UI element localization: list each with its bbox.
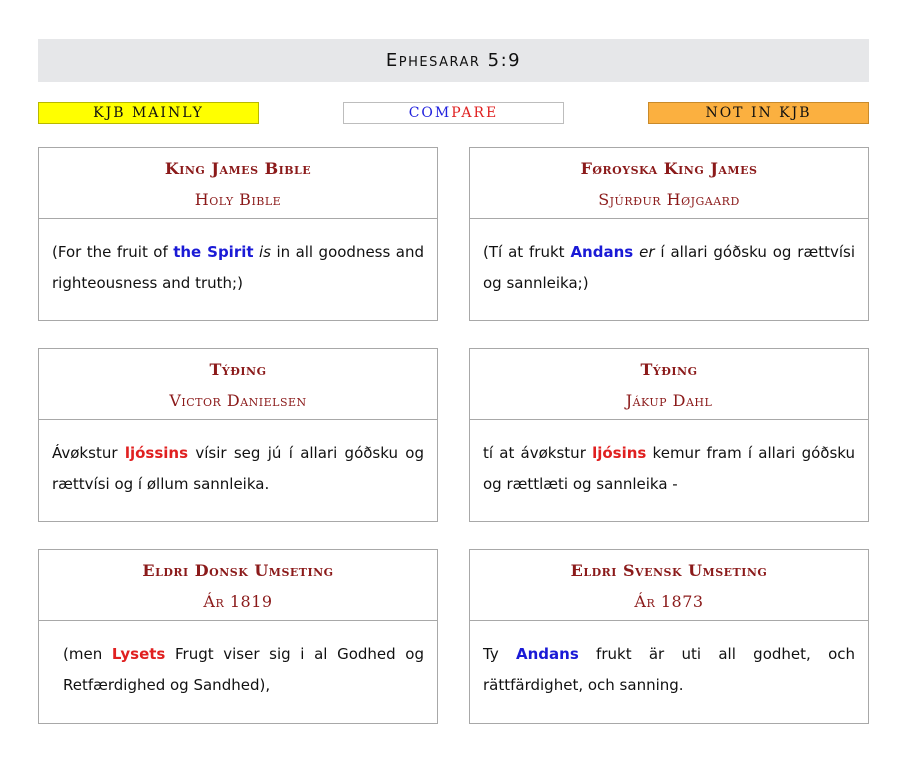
verse-italic: er <box>639 243 655 261</box>
verse-highlight: ljósins <box>592 444 647 462</box>
legend-compare-part2: PARE <box>451 105 499 121</box>
card-header <box>39 550 437 621</box>
translation-card-foroyska-kj <box>469 147 869 321</box>
verse-text-before: (For the fruit of <box>52 243 174 261</box>
verse-text-before: (Tí at frukt <box>483 243 571 261</box>
legend-kjb-mainly: KJB MAINLY <box>38 102 259 124</box>
verse-text <box>39 219 437 313</box>
card-subtitle: Victor Danielsen <box>169 391 307 410</box>
verse-text-before: Ávøkstur <box>52 444 125 462</box>
verse-text-after: Frugt viser sig i al Godhed og Retfærdighed og Sandhed), <box>63 645 424 694</box>
verse-highlight: the Spirit <box>173 243 254 261</box>
card-title: Føroyska King James <box>580 159 758 178</box>
verse-text <box>470 219 868 313</box>
verse-text-before: tí at ávøkstur <box>483 444 593 462</box>
verse-highlight: Andans <box>570 243 634 261</box>
card-header <box>39 349 437 420</box>
card-title: Eldri Svensk Umseting <box>570 561 768 580</box>
verse-text-after: in all goodness and righteousness and truth;) <box>52 243 424 292</box>
card-subtitle: Jákup Dahl <box>625 391 713 410</box>
card-subtitle: Sjúrður Højgaard <box>598 190 740 209</box>
card-subtitle: Ár 1873 <box>634 592 704 611</box>
verse-text-before: Ty <box>483 645 516 663</box>
verse-text <box>39 621 437 715</box>
translation-card-dahl <box>469 348 869 522</box>
translation-card-svensk <box>469 549 869 724</box>
translation-card-donsk <box>38 549 438 724</box>
verse-text <box>470 420 868 514</box>
verse-highlight: Lysets <box>111 645 166 663</box>
legend-compare <box>343 102 564 124</box>
translation-card-kjb <box>38 147 438 321</box>
translation-card-danielsen <box>38 348 438 522</box>
verse-text-after: kemur fram í allari góðsku og rættlæti og sannleika - <box>483 444 855 493</box>
card-title: Týðing <box>209 360 267 379</box>
verse-highlight: ljóssins <box>124 444 189 462</box>
verse-highlight: Andans <box>516 645 579 663</box>
verse-text <box>39 420 437 514</box>
card-title: Eldri Donsk Umseting <box>142 561 334 580</box>
card-subtitle: Holy Bible <box>194 190 282 209</box>
card-header <box>470 349 868 420</box>
card-title: King James Bible <box>164 159 312 178</box>
card-header <box>470 148 868 219</box>
legend-compare-part1: COM <box>408 105 452 121</box>
card-header <box>470 550 868 621</box>
verse-text-after: í allari góðsku og rættvísi og sannleika;) <box>483 243 855 292</box>
verse-text-after: frukt är uti all godhet, och rättfärdighet, och sanning. <box>483 645 855 694</box>
page-title: Ephesarar 5:9 <box>38 39 869 82</box>
card-title: Týðing <box>640 360 698 379</box>
legend-not-in-kjb: NOT IN KJB <box>648 102 869 124</box>
card-header <box>39 148 437 219</box>
verse-text-before: (men <box>63 645 112 663</box>
verse-text <box>470 621 868 715</box>
verse-text-after: vísir seg jú í allari góðsku og rættvísi og í øllum sannleika. <box>52 444 424 493</box>
verse-italic: is <box>259 243 271 261</box>
card-subtitle: Ár 1819 <box>203 592 273 611</box>
